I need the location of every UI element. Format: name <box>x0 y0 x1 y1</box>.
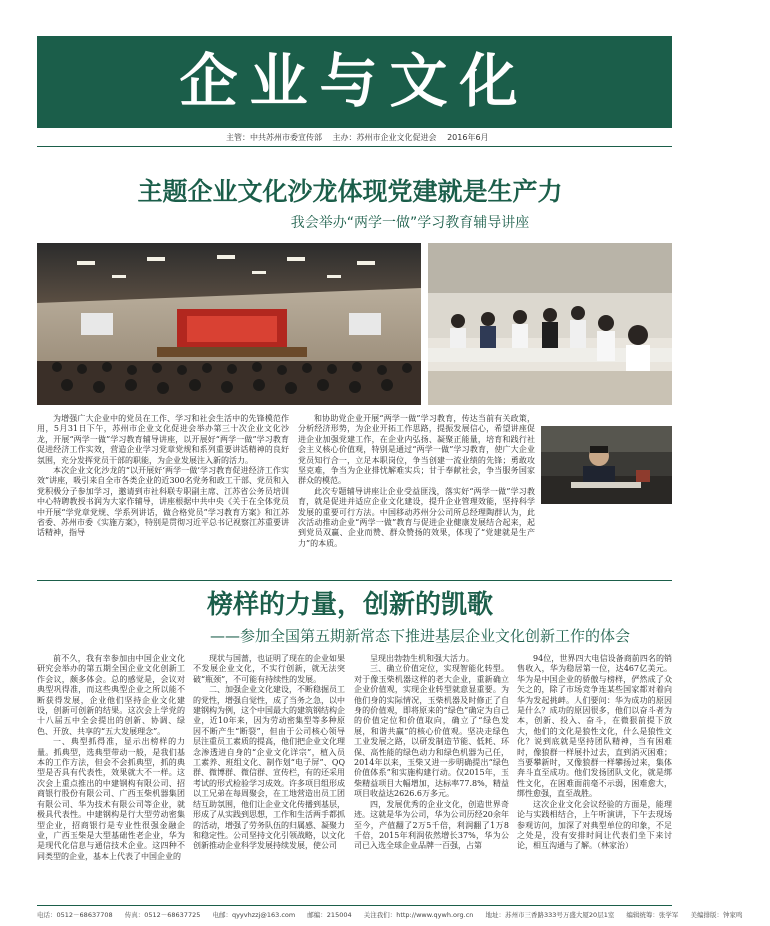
article2-headline: 榜样的力量，创新的凯歌 <box>206 590 493 620</box>
photo-lecture-hall <box>37 243 421 405</box>
article1-col1-para: 本次企业文化沙龙的“以开展好‘两学一做’学习教育促进经济工作实效”讲座，吸引来自全市各类企业的近300名党务和政工干部、党员和入党积极分子参加学习，邀请到市社科联专职副主席、江苏省公务员培训中心特聘教授书润为大家作辅导，讲座根据中共中央《关于在全体党员中开展“学党章党规、学系列讲话，做合格党员”学习教育方案》和江苏省委、苏州市委《实施方案》，特别是贯彻习近平总书记视察江苏重要讲话精神，指导 <box>37 466 289 538</box>
footer-designer: 美编排版：钟家鸣 <box>690 911 743 919</box>
article1-col2-para: 此次专题辅导讲座让企业受益匪浅，落实好“两学一做”学习教育，就是促进并适应企业文化建设，提升企业管理效能，坚持科学发展的重要可行方法。中国移动苏州分公司所总经理陶群认为，此次活动推动企业“两学一做”教育与促进企业健康发展结合起来，起到党员双赢、企业而赞、群众赞扬的效果，体现了“党建就是生产力”的本质。 <box>298 486 535 548</box>
article2-column-3 <box>354 654 509 904</box>
article2-column-1 <box>37 654 185 904</box>
footer-email[interactable]: 电邮：qyyvhzzj@163.com <box>212 911 296 919</box>
article2-column-4 <box>517 654 672 904</box>
masthead-date: 2016年6月 <box>447 133 489 142</box>
article2-col1-para: 一、典型抓得准，显示出榜样的力量。抓典型，选典型带动一般，是我们基本的工作方法，但会不会抓典型，抓的典型是否具有代表性，效果就大不一样。这次会上重点推出的中建钢构有限公司、招商银行股份有限公司、广西玉柴机器集团有限公司、华为技术有限公司等企业，就极具代表性。中建钢构是行大型劳动密集型企业，招商银行是专业性很强金融企业，广西玉柴是大型基础性老企业，华为是现代化信息与通信技术企业。这四种不同类型的企业，基本上代表了中国企业的 <box>37 737 185 861</box>
article1-headline: 主题企业文化沙龙体现党建就是生产力 <box>137 177 563 206</box>
photo-speaker <box>541 426 672 504</box>
article2-subhead: ——参加全国第五期新常态下推进基层企业文化创新工作的体会 <box>209 627 630 645</box>
footer-postcode: 邮编：215004 <box>307 911 352 919</box>
footer-phone: 电话：0512－68637708 <box>37 911 113 919</box>
article2-col2-para: 现状与国蔷，也证明了现在的企业如果不发展企业文化，不实行创新，就无法突破“瓶颈”，不可能有持续性的发展。 <box>193 654 345 684</box>
article2-col4-para: 这次企业文化会议经验的方面是，能理论与实践相结合，上午听演讲，下午去现场参观访问，加深了对典型单位的印象，不足之处是，没有安排时间让代表们坐下来讨论，相互沟通与了解。（林家治） <box>517 799 672 851</box>
article2-col3-para: 四，发展优秀的企业文化，创造世界奇迹。这就是华为公司，华为公司历经20余年至今，产值翻了2万5千倍，利润翻了1万8千倍，2015年利润依然增长37%，华为公司已入选全球企业品牌一百强，占第 <box>354 799 509 851</box>
photo-audience <box>428 243 672 405</box>
masthead-divider <box>37 146 672 147</box>
masthead-sponsor: 主管：中共苏州市委宣传部 <box>226 133 322 142</box>
article1-column-1 <box>37 414 289 574</box>
article1-subhead: 我会举办“两学一做”学习教育辅导讲座 <box>290 215 530 231</box>
article1-col1-para: 为增强广大企业中的党员在工作、学习和社会生活中的先锋模范作用，5月31日下午，苏州市企业文化促进会举办第三十次企业文化沙龙，开展“两学一做”学习教育辅导讲座，以开展好“两学一做”学习教育促进经济工作实效，营造企业学习党章党规和系列重要讲话精神的良好氛围，充分发挥党员干部的职能，为企业发展注入新的活力。 <box>37 414 289 465</box>
footer-contact <box>37 910 743 919</box>
footer-editor: 编辑统筹：张学军 <box>626 911 679 919</box>
article2-col3-para: 呈现出勃勃生机和强大活力。 <box>370 654 474 663</box>
masthead-meta <box>226 132 497 143</box>
article1-column-2 <box>298 414 535 574</box>
masthead-organizer: 主办：苏州市企业文化促进会 <box>332 133 437 142</box>
footer-fax: 传真：0512－68637725 <box>124 911 201 919</box>
masthead-banner <box>37 36 672 128</box>
article2-col3-para: 三、确立价值定位，实现智能化转型。对于像玉柴机器这样的老大企业，重新确立企业价值观，实现企业转型就意显重要。为他们身的实际情况，玉柴机器及时修正了自身的价值观，即将原来的“绿色”确定为自己的价值定位和价值取向，确立了“绿色发展，和谐共赢”的核心价值观。坚决走绿色工业发展之路，以研发制造节能、低耗、环保、高性能的绿色动力和绿色机器为己任，2014年以来，玉柴又进一步明确提出“绿色价值体系”和实施构建行动。仅2015年，玉柴精益项目大幅增加，达标率77.8%，精益项目收益达2626.6万多元。 <box>354 664 509 799</box>
footer-address: 地址：苏州市三香路333号万盛大厦20层1室 <box>485 911 615 919</box>
article2-column-2 <box>193 654 345 904</box>
article2-col1-para: 前不久，我有幸参加由中国企业文化研究会举办的第五期全国企业文化创新工作会议，颇多体会。总的感觉是，会议对典型巩得准，而这些典型企业之所以能不断获得发展，企业他们坚持企业文化建设，创新可创新的结果。这次会上学党的十八届五中全会提出的创新、协调、绿色、开放、共享的“五大发展理念”。 <box>37 654 185 736</box>
article2-col4-para: 94位，世界四大电信设备商前四名的销售收入，华为稳居第一位，达467亿美元。华为是中国企业的骄傲与榜样，俨然成了众矢之的，除了市场竞争连某些国家都对着向华为发起挑衅。人们要问：华为成功的原因是什么？成功的原因很多，他们以奋斗者为本，创新、投入、奋斗，在微狠前提下放大，他们的文化是狼性文化，什么是狼性文化？说到底就是坚持团队精神，当有困难时，像狼群一样展扑过去，直到消灭困难；当要攀新时，又像狼群一样攀扬过来，集体奔斗直至成功。他们发扬团队文化，就是绑性文化，在困难面前毫不示弱，困难愈大，绑性愈强，直至战胜。 <box>517 654 672 799</box>
footer-website[interactable]: 关注我们：http://www.qywh.org.cn <box>363 911 474 919</box>
section-divider <box>37 580 672 581</box>
footer-divider <box>37 905 672 906</box>
masthead-title: 企业与文化 <box>179 47 530 115</box>
article2-col2-para: 二、加强企业文化建设，不断稳掘员工的党性，增强自觉性，成了当务之急，以中建钢构为例，这个中国最大的建筑钢结构企业，近10年来，因为劳动密集型等多种原因不断产生“断裂”，但由于公司核心领导层注重员工素质的提高，他们把企业文化理念渗透进自身的“企业文化详宗”，植入员工素养、班组文化、制作划“电子屏”、QQ群、微博群、微信群、宣传栏，有的还采用考试的形式检验学习成效。许多项目组形成以工兄弟在每周聚会，在工地营造出员工团结互助氛围，他们让企业文化传播到基层，形成了从实践到思想，工作和生活两手都抓的活动，增强了劳务队伍的归属感、凝聚力和稳定性。公司坚持文化引领战略，以文化创新推动企业科学发展持续发展，使公司 <box>193 685 345 851</box>
article1-col2-para: 和协助党企业开展“两学一做”学习教育，传达当前有关政策，分析经济形势，为企业开拓工作思路，提振发展信心，希望讲座促进企业加强党建工作，在企业内弘扬、凝聚正能量，培育和践行社会主义核心价值观，特别是通过“两学一做”学习教育，使广大企业党员知行合一，立足本职岗位，争当创建一流业绩的先锋；勇敢攻坚克难，争当为企业排忧解难实兵；甘于奉献社会，争当服务国家群众的模范。 <box>298 414 535 486</box>
